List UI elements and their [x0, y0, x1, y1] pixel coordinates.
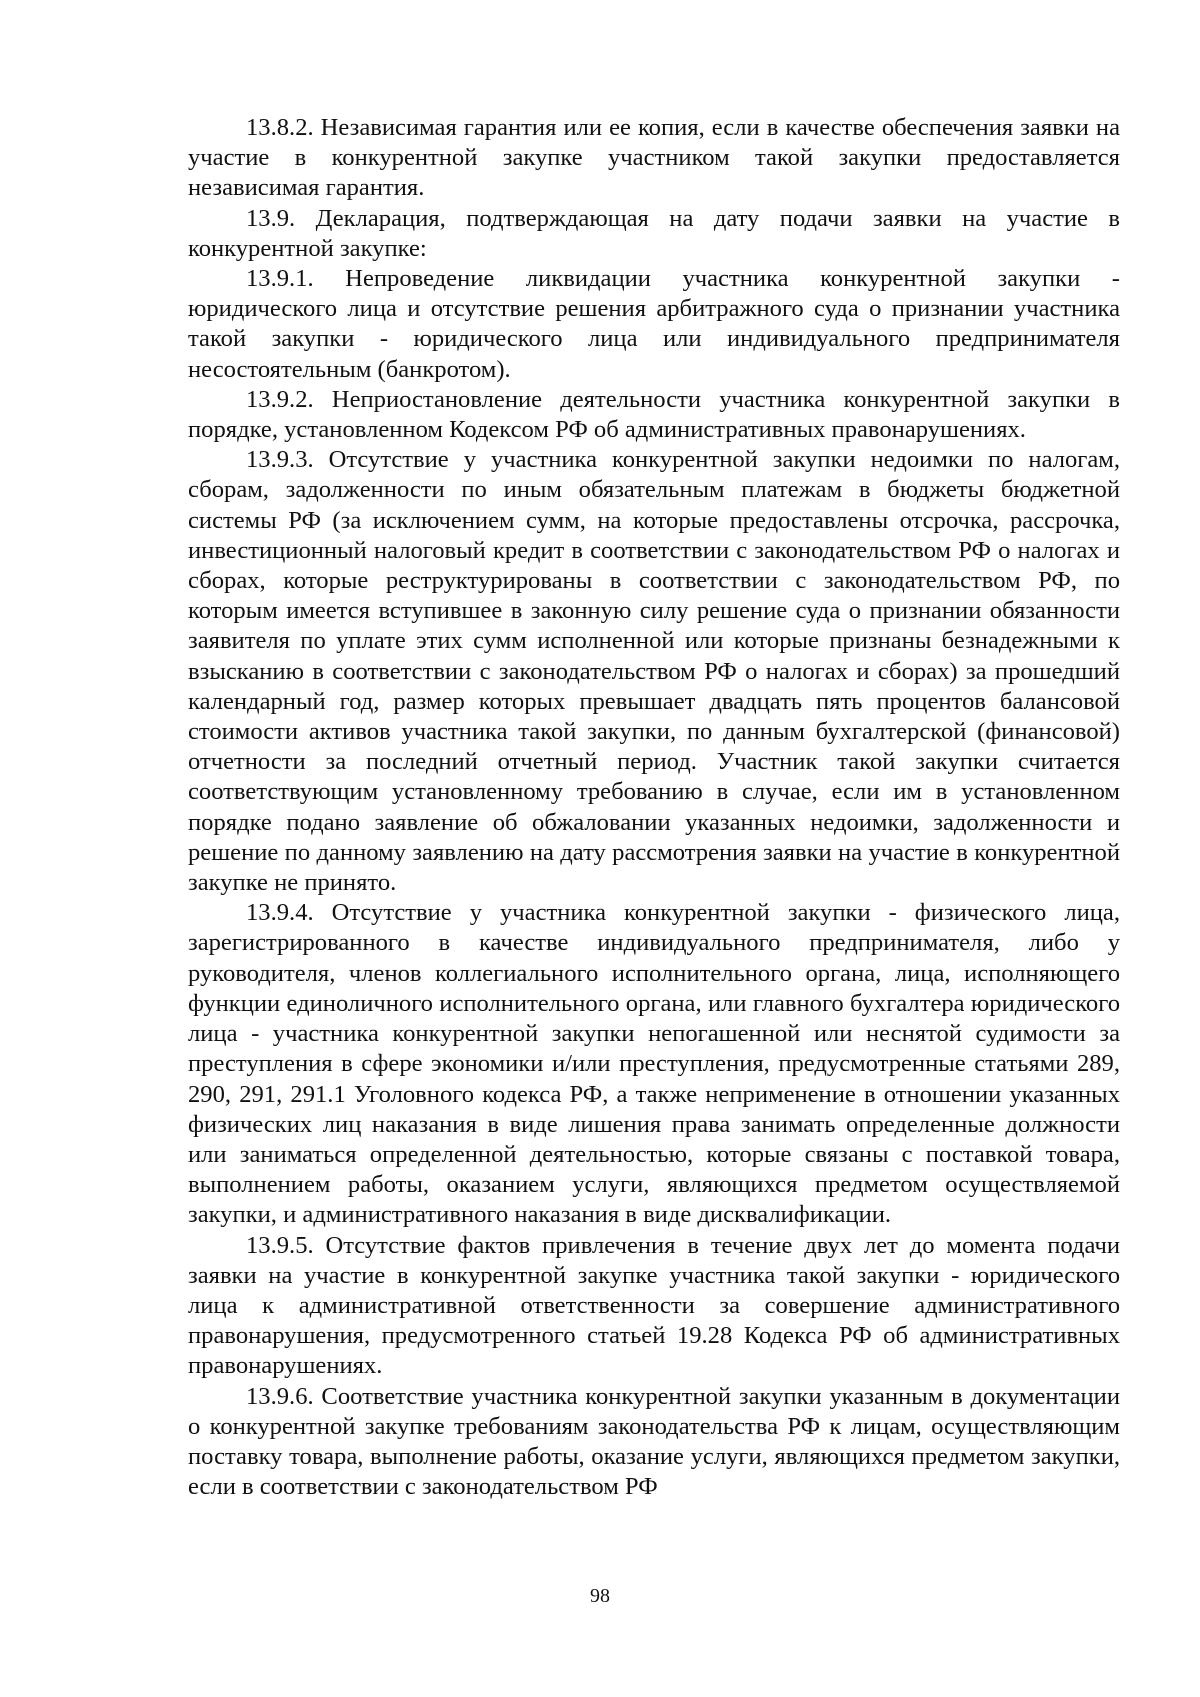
page-body — [188, 113, 1120, 1502]
paragraph-13-9-4: 13.9.4. Отсутствие у участника конкурентной закупки - физического лица, зарегистрированного в качестве индивидуального предпринимателя, либо у руководителя, членов коллегиального исполнительного органа, лица, исполняющего функции единоличного исполнительного органа, или главного бухгалтера юридического лица - участника конкурентной закупки непогашенной или неснятой судимости за преступления в сфере экономики и/или преступления, предусмотренные статьями 289, 290, 291, 291.1 Уголовного кодекса РФ, а также неприменение в отношении указанных физических лиц наказания в виде лишения права занимать определенные должности или заниматься определенной деятельностью, которые связаны с поставкой товара, выполнением работы, оказанием услуги, являющихся предметом осуществляемой закупки, и административного наказания в виде дисквалификации. — [188, 899, 1120, 1229]
paragraph-13-9-5: 13.9.5. Отсутствие фактов привлечения в течение двух лет до момента подачи заявки на участие в конкурентной закупке участника такой закупки - юридического лица к административной ответственности за совершение административного правонарушения, предусмотренного статьей 19.28 Кодекса РФ об административных правонарушениях. — [188, 1231, 1120, 1380]
paragraph-13-9: 13.9. Декларация, подтверждающая на дату подачи заявки на участие в конкурентной закупке: — [188, 204, 1120, 262]
paragraph-13-9-6: 13.9.6. Соответствие участника конкурентной закупки указанным в документации о конкурентной закупке требованиям законодательства РФ к лицам, осуществляющим поставку товара, выполнение работы, оказание услуги, являющихся предметом закупки, если в соответствии с законодательством РФ — [188, 1382, 1120, 1501]
paragraph-13-9-1: 13.9.1. Непроведение ликвидации участника конкурентной закупки - юридического лица и отсутствие решения арбитражного суда о признании участника такой закупки - юридического лица или индивидуального предпринимателя несостоятельным (банкротом). — [188, 265, 1120, 383]
paragraph-13-8-2: 13.8.2. Независимая гарантия или ее копия, если в качестве обеспечения заявки на участие в конкурентной закупке участником такой закупки предоставляется независимая гарантия. — [188, 114, 1120, 202]
page-number: 98 — [590, 1585, 610, 1607]
paragraph-13-9-2: 13.9.2. Неприостановление деятельности участника конкурентной закупки в порядке, установленном Кодексом РФ об административных правонарушениях. — [188, 385, 1120, 444]
paragraph-13-9-3: 13.9.3. Отсутствие у участника конкурентной закупки недоимки по налогам, сборам, задолженности по иным обязательным платежам в бюджеты бюджетной системы РФ (за исключением сумм, на которые предоставлены отсрочка, рассрочка, инвестиционный налоговый кредит в соответствии с законодательством РФ о налогах и сборах, которые реструктурированы в соответствии с законодательством РФ, по которым имеется вступившее в законную силу решение суда о признании обязанности заявителя по уплате этих сумм исполненной или которые признаны безнадежными к взысканию в соответствии с законодательством РФ о налогах и сборах) за прошедший календарный год, размер которых превышает двадцать пять процентов балансовой стоимости активов участника такой закупки, по данным бухгалтерской (финансовой) отчетности за последний отчетный период. Участник такой закупки считается соответствующим установленному требованию в случае, если им в установленном порядке подано заявление об обжаловании указанных недоимки, задолженности и решение по данному заявлению на дату рассмотрения заявки на участие в конкурентной закупке не принято. — [188, 446, 1120, 897]
